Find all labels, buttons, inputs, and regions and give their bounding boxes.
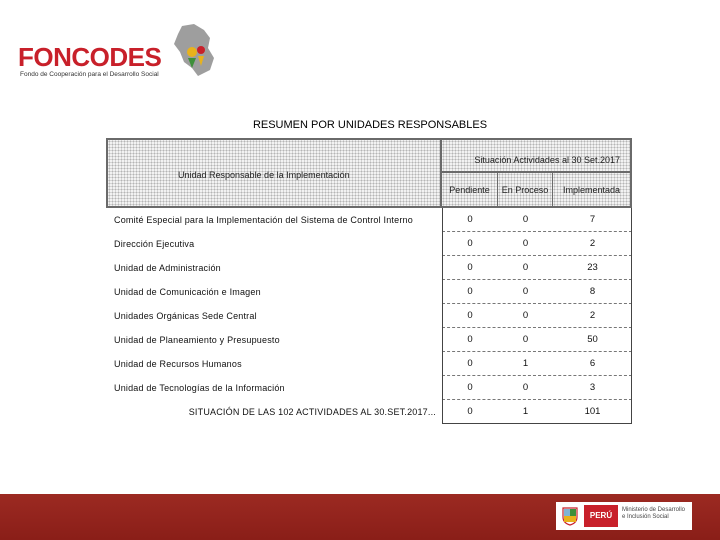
table-right-border xyxy=(631,208,632,424)
logo-subtitle: Fondo de Cooperación para el Desarrollo Social xyxy=(20,71,159,78)
ministry-logo xyxy=(556,502,692,530)
unit-name: Comité Especial para la Implementación del Sistema de Control Interno xyxy=(114,215,413,225)
implementada-value: 23 xyxy=(587,262,598,273)
pendiente-value: 0 xyxy=(467,262,473,273)
pendiente-value: 0 xyxy=(467,238,473,249)
en-proceso-value: 0 xyxy=(522,238,529,249)
column-header-implementada: Implementada xyxy=(553,173,632,208)
pendiente-value: 0 xyxy=(467,214,473,225)
pendiente-value: 0 xyxy=(467,310,473,321)
en-proceso-value: 0 xyxy=(522,334,529,345)
implementada-value: 2 xyxy=(589,238,596,249)
unit-header-cell xyxy=(106,138,442,208)
en-proceso-value: 0 xyxy=(522,310,529,321)
table-row xyxy=(106,376,632,400)
total-row xyxy=(106,400,632,424)
coat-of-arms-icon xyxy=(559,505,581,527)
en-proceso-value: 1 xyxy=(522,358,529,369)
country-badge: PERÚ xyxy=(584,505,618,527)
implementada-value: 8 xyxy=(589,286,596,297)
unit-name: Unidades Orgánicas Sede Central xyxy=(114,311,257,321)
table-row xyxy=(106,328,632,352)
foncodes-logo xyxy=(18,22,208,82)
total-label: SITUACIÓN DE LAS 102 ACTIVIDADES AL 30.SET.2017... xyxy=(188,407,436,417)
table-row xyxy=(106,256,632,280)
unit-name: Unidad de Tecnologías de la Información xyxy=(114,383,285,393)
en-proceso-value: 0 xyxy=(522,286,529,297)
summary-table xyxy=(106,138,632,424)
logo-wordmark: FONCODES xyxy=(18,42,162,72)
table-row xyxy=(106,232,632,256)
unit-name: Unidad de Recursos Humanos xyxy=(114,359,242,369)
en-proceso-value: 0 xyxy=(522,382,529,393)
table-row xyxy=(106,304,632,328)
unit-name: Unidad de Comunicación e Imagen xyxy=(114,287,261,297)
en-proceso-value: 0 xyxy=(522,214,529,225)
situation-header-cell xyxy=(442,138,632,173)
en-proceso-value: 0 xyxy=(522,262,529,273)
page-title: RESUMEN POR UNIDADES RESPONSABLES xyxy=(252,119,488,131)
situation-header-label: Situación Actividades al 30 Set.2017 xyxy=(474,155,620,165)
total-pendiente-value: 0 xyxy=(467,406,473,417)
peru-map-icon xyxy=(168,22,220,78)
unit-header-label: Unidad Responsable de la Implementación xyxy=(178,170,350,180)
table-row xyxy=(106,352,632,376)
total-implementada-value: 101 xyxy=(584,406,601,417)
implementada-value: 2 xyxy=(589,310,596,321)
column-header-pendiente: Pendiente xyxy=(442,173,498,208)
implementada-value: 6 xyxy=(589,358,596,369)
unit-name: Dirección Ejecutiva xyxy=(114,239,195,249)
implementada-value: 7 xyxy=(589,214,596,225)
ministry-name: Ministerio de Desarrollo e Inclusión Social xyxy=(622,507,686,520)
table-row xyxy=(106,208,632,232)
total-en-proceso-value: 1 xyxy=(522,406,529,417)
implementada-value: 3 xyxy=(589,382,596,393)
table-bottom-border xyxy=(442,423,632,424)
pendiente-value: 0 xyxy=(467,286,473,297)
column-header-en-proceso: En Proceso xyxy=(498,173,553,208)
pendiente-value: 0 xyxy=(467,382,473,393)
table-row xyxy=(106,280,632,304)
pendiente-value: 0 xyxy=(467,358,473,369)
unit-name: Unidad de Administración xyxy=(114,263,221,273)
table-left-border xyxy=(442,208,443,424)
implementada-value: 50 xyxy=(587,334,598,345)
unit-name: Unidad de Planeamiento y Presupuesto xyxy=(114,335,280,345)
pendiente-value: 0 xyxy=(467,334,473,345)
